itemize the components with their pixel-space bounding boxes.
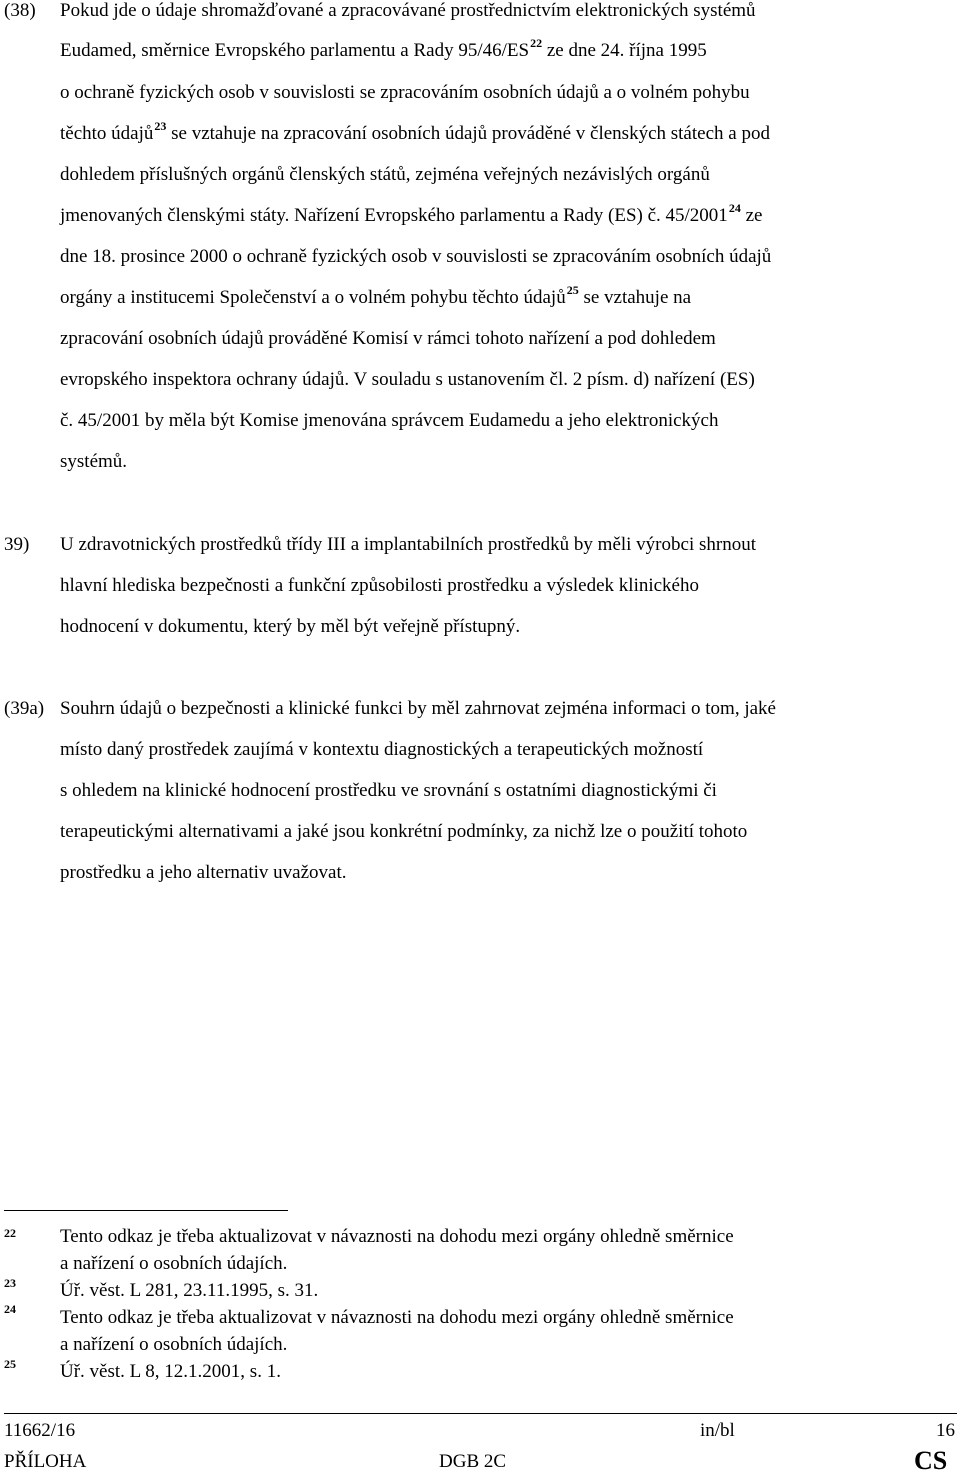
footnote-text: Úř. věst. L 8, 12.1.2001, s. 1. bbox=[60, 1361, 281, 1382]
text-line: dne 18. prosince 2000 o ochraně fyzických osob v souvislosti se zpracováním osobních údajů bbox=[60, 246, 772, 267]
text-line: o ochraně fyzických osob v souvislosti se zpracováním osobních údajů a o volném pohybu bbox=[60, 82, 750, 103]
annex-label: PŘÍLOHA bbox=[4, 1451, 87, 1472]
text-line: evropského inspektora ochrany údajů. V souladu s ustanovením čl. 2 písm. d) nařízení (ES) bbox=[60, 369, 755, 390]
footnote-number: 25 bbox=[4, 1357, 16, 1371]
footnote-text: Tento odkaz je třeba aktualizovat v návaznosti na dohodu mezi orgány ohledně směrnice bbox=[60, 1226, 734, 1247]
text-line: s ohledem na klinické hodnocení prostředku ve srovnání s ostatními diagnostickými či bbox=[60, 780, 717, 801]
footnote-text: Úř. věst. L 281, 23.11.1995, s. 31. bbox=[60, 1280, 319, 1301]
footnote-separator bbox=[4, 1210, 288, 1211]
paragraph-number: (38) bbox=[4, 0, 36, 21]
text-line: Souhrn údajů o bezpečnosti a klinické funkci by měl zahrnovat zejména informaci o tom, jaké bbox=[60, 698, 776, 719]
text-line: těchto údajů$^{23}$ se vztahuje na zpracování osobních údajů prováděné v členských státech a pod bbox=[60, 119, 770, 144]
text-line: systémů. bbox=[60, 451, 128, 472]
page-number: 16 bbox=[936, 1420, 955, 1441]
footnote-number: 22 bbox=[4, 1226, 16, 1240]
footnote-text: Tento odkaz je třeba aktualizovat v návaznosti na dohodu mezi orgány ohledně směrnice bbox=[60, 1307, 734, 1328]
text-line: U zdravotnických prostředků třídy III a implantabilních prostředků by měli výrobci shrnout bbox=[60, 534, 756, 555]
paragraph-number: 39) bbox=[4, 534, 30, 555]
text-line: terapeutickými alternativami a jaké jsou konkrétní podmínky, za nichž lze o použití tohoto bbox=[60, 821, 748, 842]
doc-number: 11662/16 bbox=[4, 1420, 76, 1441]
footnote-ref: 24 bbox=[728, 201, 741, 215]
footnote-number: 23 bbox=[4, 1276, 16, 1290]
text-line: č. 45/2001 by měla být Komise jmenována správcem Eudamedu a jeho elektronických bbox=[60, 410, 719, 431]
text-line: orgány a institucemi Společenství a o volném pohybu těchto údajů$^{25}$ se vztahuje na bbox=[60, 283, 692, 308]
text-line: hlavní hlediska bezpečnosti a funkční způsobilosti prostředku a výsledek klinického bbox=[60, 575, 699, 596]
text-line: jmenovaných členskými státy. Nařízení Evropského parlamentu a Rady (ES) č. 45/2001$^{24}$ ze bbox=[60, 201, 763, 226]
footnote-text: a nařízení o osobních údajích. bbox=[60, 1253, 288, 1274]
initials: in/bl bbox=[700, 1420, 735, 1441]
footer-rule bbox=[4, 1413, 957, 1414]
footnote-ref: 22 bbox=[530, 36, 543, 50]
paragraph-number: (39a) bbox=[4, 698, 45, 719]
footnote-text: a nařízení o osobních údajích. bbox=[60, 1334, 288, 1355]
text-line: zpracování osobních údajů prováděné Komisí v rámci tohoto nařízení a pod dohledem bbox=[60, 328, 716, 349]
text-line: prostředku a jeho alternativ uvažovat. bbox=[60, 862, 347, 883]
text-line: dohledem příslušných orgánů členských států, zejména veřejných nezávislých orgánů bbox=[60, 164, 710, 185]
language-code: CS bbox=[914, 1446, 948, 1475]
department: DGB 2C bbox=[439, 1451, 507, 1472]
footnote-ref: 25 bbox=[566, 283, 579, 297]
text-line: Eudamed, směrnice Evropského parlamentu a Rady 95/46/ES$^{22}$ ze dne 24. října 1995 bbox=[60, 36, 707, 61]
text-line: Pokud jde o údaje shromažďované a zpracovávané prostřednictvím elektronických systémů bbox=[60, 0, 756, 21]
text-line: místo daný prostředek zaujímá v kontextu diagnostických a terapeutických možností bbox=[60, 739, 704, 760]
footnote-number: 24 bbox=[4, 1302, 16, 1316]
text-line: hodnocení v dokumentu, který by měl být veřejně přístupný. bbox=[60, 616, 521, 637]
footnote-ref: 23 bbox=[154, 119, 167, 133]
